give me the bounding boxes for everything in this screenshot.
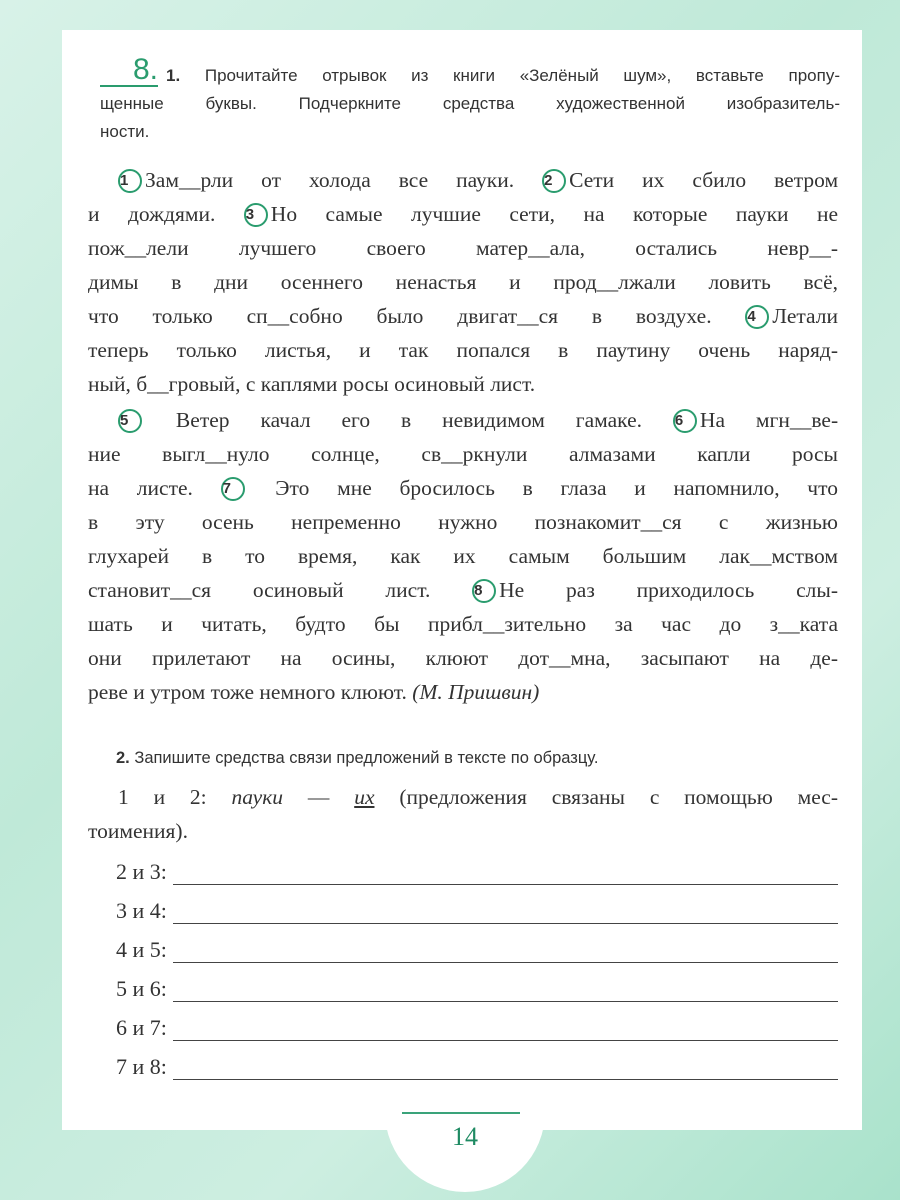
example-word2: их bbox=[354, 785, 375, 809]
page-number: 14 bbox=[452, 1122, 478, 1151]
sentence-number-badge: 1 bbox=[118, 169, 142, 193]
text-line: реве и утром тоже немного клюют. (М. Пришвин) bbox=[88, 680, 540, 704]
answer-line[interactable] bbox=[173, 1016, 838, 1041]
instruction-line: ности. bbox=[100, 122, 150, 141]
text-line: теперь только листья, и так попался в паутину очень наряд- bbox=[88, 338, 838, 362]
part1-number: 1. bbox=[166, 66, 181, 85]
example-text: тоимения). bbox=[88, 819, 188, 843]
sentence-number-badge: 6 bbox=[673, 409, 697, 433]
example-dash: — bbox=[307, 785, 330, 809]
text-line: они прилетают на осины, клюют дот__мна, засыпают на де- bbox=[88, 646, 838, 670]
answer-row bbox=[88, 855, 838, 885]
text-line: 5 Ветер качал его в невидимом гамаке. 6 На мгн__ве- bbox=[120, 408, 839, 432]
answer-row bbox=[88, 1050, 838, 1080]
sentence-number-badge: 8 bbox=[472, 579, 496, 603]
part1-instruction bbox=[100, 62, 840, 146]
answer-line[interactable] bbox=[173, 938, 838, 963]
answer-row bbox=[88, 972, 838, 1002]
answer-row-label: 5 и 6: bbox=[116, 976, 167, 1001]
text-line: пож__лели лучшего своего матер__ала, остались невр__- bbox=[88, 236, 838, 260]
answer-line[interactable] bbox=[173, 977, 838, 1002]
sentence-number-badge: 7 bbox=[221, 477, 245, 501]
part2-number: 2. bbox=[116, 749, 130, 767]
part2-instruction bbox=[116, 744, 856, 772]
instruction-line: щенные буквы. Подчеркните средства художественной изобразитель- bbox=[100, 94, 840, 113]
text-line: димы в дни осеннего ненастья и прод__лжали ловить всё, bbox=[88, 270, 838, 294]
text-line: глухарей в то время, как их самым большим лак__мством bbox=[88, 544, 838, 568]
example-word1: пауки bbox=[231, 785, 284, 809]
answer-row bbox=[88, 1011, 838, 1041]
text-line: ние выгл__нуло солнце, св__ркнули алмазами капли росы bbox=[88, 442, 838, 466]
answer-line[interactable] bbox=[173, 1055, 838, 1080]
example-text: (предложения связаны с помощью мес- bbox=[399, 785, 839, 809]
text-line: становит__ся осиновый лист. 8 Не раз приходилось слы- bbox=[88, 578, 839, 602]
text-line: что только сп__собно было двигат__ся в воздухе. 4 Летали bbox=[88, 304, 839, 328]
page-number-rule bbox=[402, 1112, 520, 1114]
text-line: и дождями. 3 Но самые лучшие сети, на которые пауки не bbox=[88, 202, 839, 226]
sentence-number-badge: 2 bbox=[542, 169, 566, 193]
text-line: на листе. 7 Это мне бросилось в глаза и напомнило, что bbox=[88, 476, 838, 500]
text-line: в эту осень непременно нужно познакомит__ся с жизнью bbox=[88, 510, 838, 534]
instruction-line: Прочитайте отрывок из книги «Зелёный шум», вставьте пропу- bbox=[204, 66, 841, 85]
text-line: 1 Зам__рли от холода все пауки. 2 Сети их сбило ветром bbox=[120, 168, 839, 192]
text-paragraph-2 bbox=[88, 403, 838, 709]
sentence-number-badge: 4 bbox=[745, 305, 769, 329]
answer-row bbox=[88, 933, 838, 963]
answer-row-label: 4 и 5: bbox=[116, 937, 167, 962]
instruction-text: Запишите средства связи предложений в тексте по образцу. bbox=[134, 749, 599, 767]
answer-line[interactable] bbox=[173, 899, 838, 924]
example-answer bbox=[88, 780, 838, 848]
sentence-number-badge: 5 bbox=[118, 409, 142, 433]
author-attribution: (М. Пришвин) bbox=[406, 680, 540, 704]
text-line: шать и читать, будто бы прибл__зительно за час до з__ката bbox=[88, 612, 838, 636]
answer-row-label: 3 и 4: bbox=[116, 898, 167, 923]
example-label: 1 и 2: bbox=[118, 785, 207, 809]
answer-row-label: 2 и 3: bbox=[116, 859, 167, 884]
answer-row bbox=[88, 894, 838, 924]
answer-row-label: 6 и 7: bbox=[116, 1015, 167, 1040]
answer-line[interactable] bbox=[173, 860, 838, 885]
task-number: 8. bbox=[100, 55, 158, 87]
text-paragraph-1 bbox=[88, 163, 838, 401]
text-line: ный, б__гровый, с каплями росы осиновый лист. bbox=[88, 372, 536, 396]
answer-row-label: 7 и 8: bbox=[116, 1054, 167, 1079]
sentence-number-badge: 3 bbox=[244, 203, 268, 227]
